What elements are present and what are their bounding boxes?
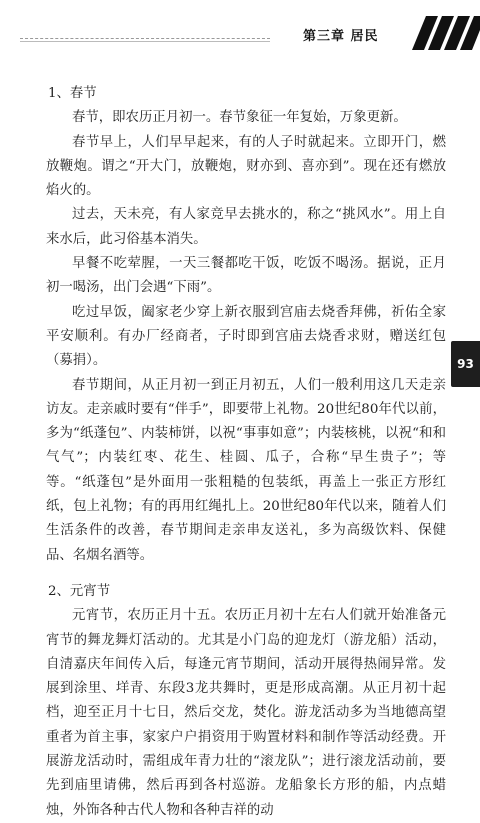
header-rule-thin — [20, 41, 270, 43]
paragraph: 过去，天未亮，有人家竞早去挑水的，称之“挑风水”。用上自来水后，此习俗基本消失。 — [46, 207, 446, 247]
page-number: 93 — [457, 357, 474, 371]
paragraph: 吃过早饭，阖家老少穿上新衣服到宫庙去烧香拜佛，祈佑全家平安顺利。有办厂经商者，子时即到宫庙去烧香求财，赠送红包（募捐）。 — [46, 304, 446, 369]
body-text — [46, 82, 446, 823]
chapter-title: 第三章 居民 — [303, 29, 379, 44]
paragraph: 早餐不吃荤腥，一天三餐都吃干饭，吃饭不喝汤。据说，正月初一喝汤，出门会遇“下雨”。 — [46, 256, 446, 296]
paragraph: 元宵节，农历正月十五。农历正月初十左右人们就开始准备元宵节的舞龙舞灯活动的。尤其是小门岛的迎龙灯（游龙船）活动，自清嘉庆年间传入后，每逢元宵节期间，活动开展得热闹异常。发展到涂里、垟青、东段3龙共舞时，更是形成高潮。从正月初十起档，迎至正月十七日，然后交龙，焚化。游龙活动多为当地德高望重者为首主事，家家户户捐资用于购置材料和制作等活动经费。开展游龙活动时，需组成年青力壮的“滚龙队”；进行滚龙活动前，要先到庙里请佛，然后再到各村巡游。龙船象长方形的船，内点蜡烛，外饰各种古代人物和各种吉祥的动 — [46, 608, 446, 818]
slash-decoration-icon — [402, 16, 480, 50]
section-heading: 1、春节 — [48, 86, 97, 101]
paragraph: 春节期间，从正月初一到正月初五，人们一般利用这几天走亲访友。走亲戚时要有“伴手”，即要带上礼物。20世纪80年代以前，多为“纸蓬包”、内装柿饼，以祝“事事如意”；内装核桃，以祝“和和气气”；内装红枣、花生、桂圆、瓜子，合称“早生贵子”；等等。“纸蓬包”是外面用一张粗糙的包装纸，再盖上一张正方形红纸，包上礼物；有的再用红绳扎上。20世纪80年代以来，随着人们生活条件的改善，春节期间走亲串友送礼，多为高级饮料、保健品、名烟名酒等。 — [46, 377, 446, 563]
section-heading: 2、元宵节 — [48, 583, 111, 599]
running-header — [0, 0, 480, 60]
page-number-tab — [451, 341, 480, 387]
paragraph: 春节早上，人们早早起来，有的人子时就起来。立即开门，燃放鞭炮。谓之“开大门，放鞭炮，财亦到、喜亦到”。现在还有燃放焰火的。 — [46, 134, 446, 199]
paragraph: 春节，即农历正月初一。春节象征一年复始，万象更新。 — [72, 110, 407, 126]
section-spacer — [46, 568, 446, 580]
